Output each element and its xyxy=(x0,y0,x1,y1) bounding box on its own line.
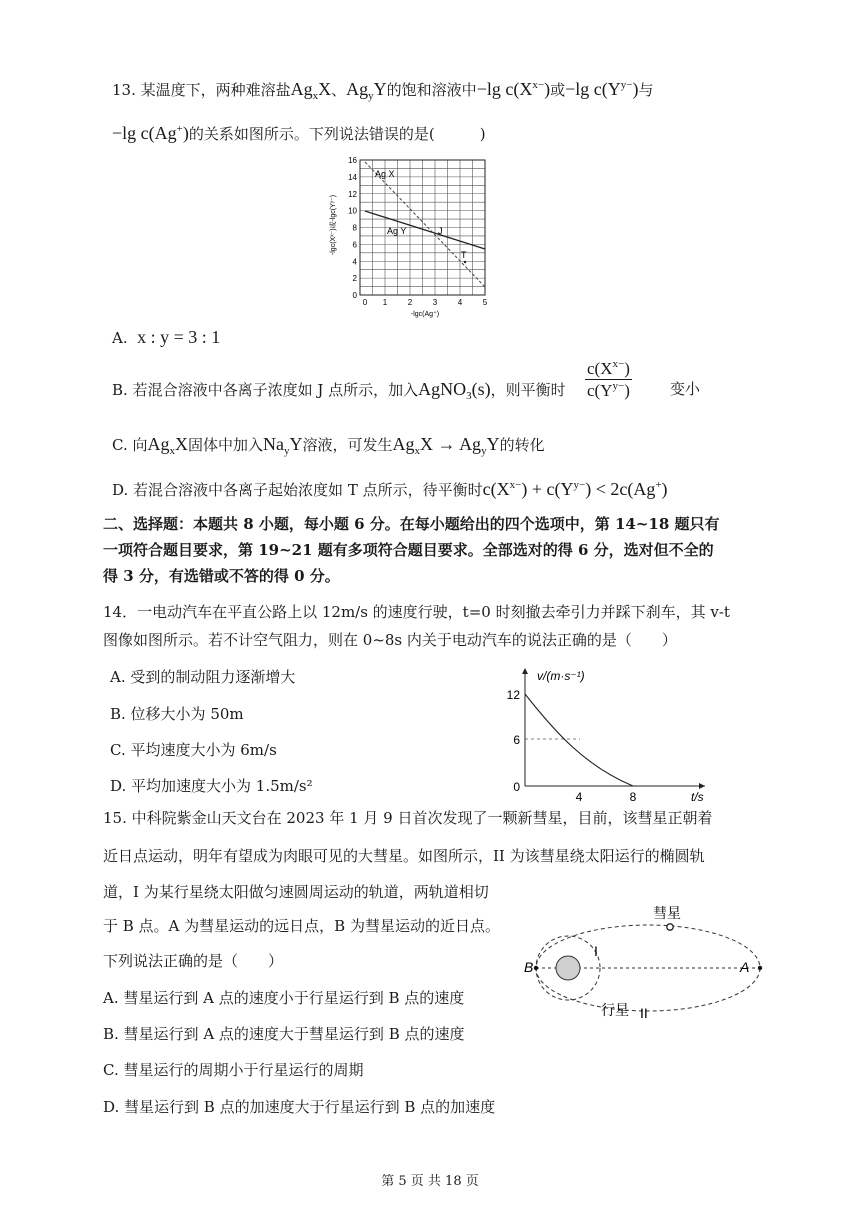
x-axis-label: -lgc(Ag⁺) xyxy=(410,311,440,318)
x-tick-label: 1 xyxy=(382,298,388,307)
tick-6: 6 xyxy=(513,733,520,747)
q13-option-d: D. 若混合溶液中各离子起始浓度如 T 点所示，待平衡时$c(X^{x-}) + c(Y^{y-}) < 2c(Ag^+)$ xyxy=(112,479,668,499)
page-footer: 第 5 页 共 18 页 xyxy=(381,1174,479,1189)
y-axis-label: -lgc(Xˣ⁻)或-lgc(Yʸ⁻) xyxy=(330,194,337,256)
q15-option-c: C. 彗星运行的周期小于行星运行的周期 xyxy=(103,1061,364,1079)
q15-orbit-diagram xyxy=(520,900,770,1035)
q15-stem-line5: 下列说法正确的是（ ） xyxy=(103,952,284,970)
y-tick-label: 2 xyxy=(352,274,357,284)
label-agx: Ag X xyxy=(375,169,395,179)
y-tick-label: 16 xyxy=(348,156,357,165)
t-axis-label: t/s xyxy=(691,790,704,802)
tick-8: 8 xyxy=(629,790,637,802)
label-orbit-i: I xyxy=(594,943,598,959)
point-b-dot xyxy=(534,966,538,970)
q13-option-b-end: 变小 xyxy=(670,380,701,398)
tick-12: 12 xyxy=(506,688,520,702)
q15-option-d: D. 彗星运行到 B 点的加速度大于行星运行到 B 点的加速度 xyxy=(103,1098,496,1116)
y-tick-label: 4 xyxy=(352,257,357,267)
q15-stem-line3: 道，I 为某行星绕太阳做匀速圆周运动的轨道，两轨道相切 xyxy=(103,883,489,901)
q15-option-a: A. 彗星运行到 A 点的速度小于行星运行到 B 点的速度 xyxy=(103,989,465,1007)
label-t: T xyxy=(461,250,467,260)
label-planet: 行星 xyxy=(601,1002,629,1018)
tick-0: 0 xyxy=(513,780,520,794)
q15-stem-line4: 于 B 点。A 为彗星运动的远日点，B 为彗星运动的近日点。 xyxy=(103,917,500,935)
q15-option-b: B. 彗星运行到 A 点的速度大于彗星运行到 B 点的速度 xyxy=(103,1025,465,1043)
q13-option-c: C. 向$Ag_xX$固体中加入$Na_yY$溶液，可发生$Ag_xX \to Ag_yY$的转化 xyxy=(112,434,545,457)
q14-option-c: C. 平均速度大小为 6m/s xyxy=(110,741,277,759)
label-orbit-ii: II xyxy=(640,1005,648,1021)
q13-graph xyxy=(325,150,500,320)
y-tick-label: 14 xyxy=(348,172,357,182)
label-comet: 彗星 xyxy=(653,905,681,921)
y-tick-label: 6 xyxy=(352,240,357,250)
x-tick-label: 5 xyxy=(482,298,488,307)
v-axis-label: v/(m·s⁻¹) xyxy=(537,669,585,683)
q14-option-a: A. 受到的制动阻力逐渐增大 xyxy=(110,668,296,686)
section2-line3: 得 3 分，有选错或不答的得 0 分。 xyxy=(103,567,340,585)
q13-option-b-fraction: $\frac{c(X^{x-})}{c(Y^{y-})}$ xyxy=(587,358,630,400)
agy-line xyxy=(365,211,485,249)
y-tick-label: 8 xyxy=(352,223,357,233)
y-tick-label: 0 xyxy=(352,291,357,300)
q13-stem-line1: 13. 某温度下，两种难溶盐$Ag_xX$、$Ag_yY$的饱和溶液中−lg $c(X^{x-})$或−lg $c(Y^{y-})$与 xyxy=(112,79,654,102)
label-point-b: B xyxy=(524,959,534,975)
x-tick-label: 3 xyxy=(432,298,438,307)
q14-vt-graph xyxy=(500,662,710,802)
q14-stem-line2: 图像如图所示。若不计空气阻力，则在 0~8s 内关于电动汽车的说法正确的是（ ） xyxy=(103,631,677,649)
q15-stem-line1: 15. 中科院紫金山天文台在 2023 年 1 月 9 日首次发现了一颗新彗星，目前，该彗星正朝着 xyxy=(103,809,713,827)
x-tick-label: 0 xyxy=(362,298,368,307)
label-j: J xyxy=(438,226,443,236)
tick-4: 4 xyxy=(575,790,583,802)
q13-stem-line2: −lg c(Ag+)的关系如图所示。下列说法错误的是( ) xyxy=(112,123,486,143)
q13-option-b: B. 若混合溶液中各离子浓度如 J 点所示，加入AgNO$_3$(s)，则平衡时 xyxy=(112,379,566,402)
velocity-curve xyxy=(525,694,633,786)
sun xyxy=(556,956,580,980)
label-agy: Ag Y xyxy=(387,226,407,236)
section2-line2: 一项符合题目要求，第 19~21 题有多项符合题目要求。全部选对的得 6 分，选对但不全的 xyxy=(103,541,714,559)
q15-stem-line2: 近日点运动，明年有望成为肉眼可见的大彗星。如图所示，II 为该彗星绕太阳运行的椭圆轨 xyxy=(103,847,705,865)
y-tick-label: 12 xyxy=(348,189,357,199)
comet xyxy=(667,924,673,930)
agx-line xyxy=(365,162,485,287)
q14-stem-line1: 14．一电动汽车在平直公路上以 12m/s 的速度行驶，t=0 时刻撤去牵引力并踩下刹车，其 v-t xyxy=(103,603,730,621)
x-tick-label: 2 xyxy=(407,298,413,307)
x-tick-label: 4 xyxy=(457,298,463,307)
section2-line1: 二、选择题：本题共 8 小题，每小题 6 分。在每小题给出的四个选项中，第 14~18 题只有 xyxy=(103,515,720,533)
label-point-a: A xyxy=(740,959,750,975)
point-a-dot xyxy=(758,966,762,970)
y-tick-label: 10 xyxy=(348,206,357,216)
q14-option-b: B. 位移大小为 50m xyxy=(110,705,244,723)
q13-option-a: A. x : y = 3 : 1 xyxy=(112,327,221,347)
q14-option-d: D. 平均加速度大小为 1.5m/s² xyxy=(110,777,313,795)
